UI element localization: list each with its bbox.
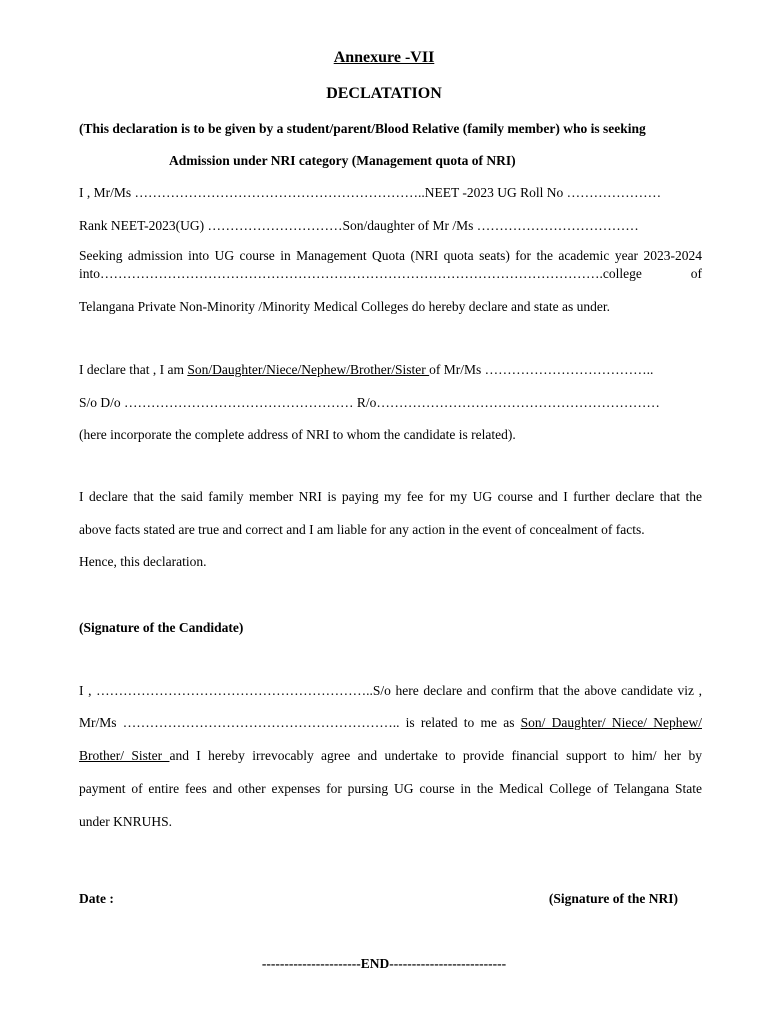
hence-line: Hence, this declaration. xyxy=(79,554,207,569)
intro-line-1 xyxy=(79,120,702,137)
rank-line: Rank NEET-2023(UG) …………………………Son/daughter of Mr /Ms ……………………………… xyxy=(79,218,639,233)
nri-relation-options-2: Brother/ Sister xyxy=(79,748,170,763)
nri-declaration-line-2 xyxy=(79,714,702,731)
date-label: Date : xyxy=(79,891,114,906)
address-note: (here incorporate the complete address of NRI to whom the candidate is related). xyxy=(79,427,516,442)
document-title: DECLATATION xyxy=(326,85,442,102)
relation-options: Son/Daughter/Niece/Nephew/Brother/Sister xyxy=(187,362,430,377)
admission-line-3: Telangana Private Non-Minority /Minority Medical Colleges do hereby declare and state as under. xyxy=(79,299,611,314)
nri-declaration-line-3 xyxy=(79,747,702,764)
admission-line-1: Seeking admission into UG course in Management Quota (NRI quota seats) for the academic year 2023-2024 xyxy=(79,248,702,263)
intro-open-paren: ( xyxy=(79,121,84,136)
candidate-signature-label: (Signature of the Candidate) xyxy=(79,620,244,635)
nri-declaration-line-4: payment of entire fees and other expenses for pursing UG course in the Medical College of Telangana State xyxy=(79,781,702,796)
intro-line-2: Admission under NRI category (Management quota of NRI) xyxy=(169,153,516,168)
end-marker: ----------------------END-------------------------- xyxy=(261,956,507,971)
relation-line xyxy=(79,361,702,378)
relation-text-b: of Mr/Ms ……………………………….. xyxy=(429,362,654,377)
fee-declaration-line-2: above facts stated are true and correct and I am liable for any action in the event of concealment of facts. xyxy=(79,522,645,537)
nri-text-a: Mr/Ms …………………………………………………….. is related to me as xyxy=(79,715,521,730)
relation-text-a: I declare that , I am xyxy=(79,362,188,377)
nri-declaration-line-1: I , ……………………………………………………..S/o here declare and confirm that the above candidate viz , xyxy=(79,683,702,698)
nri-declaration-line-5: under KNRUHS. xyxy=(79,814,172,829)
nri-text-b: and I hereby irrevocably agree and undertake to provide financial support to him/ her by xyxy=(169,748,702,763)
fee-declaration-line-1: I declare that the said family member NRI is paying my fee for my UG course and I further declare that the xyxy=(79,489,702,504)
nri-signature-label: (Signature of the NRI) xyxy=(548,891,678,906)
so-do-line: S/o D/o …………………………………………… R/o……………………………………………………… xyxy=(79,395,660,410)
annexure-heading: Annexure -VII xyxy=(333,49,435,66)
nri-relation-options-1: Son/ Daughter/ Niece/ Nephew/ xyxy=(520,715,702,730)
intro-text-1: This declaration is to be given by a student/parent/Blood Relative (family member) who is seeking xyxy=(83,121,646,136)
admission-line-2: into………………………………………………………………………………………………….college of xyxy=(79,266,702,281)
candidate-name-line: I , Mr/Ms ………………………………………………………..NEET -2023 UG Roll No ………………… xyxy=(79,185,662,200)
